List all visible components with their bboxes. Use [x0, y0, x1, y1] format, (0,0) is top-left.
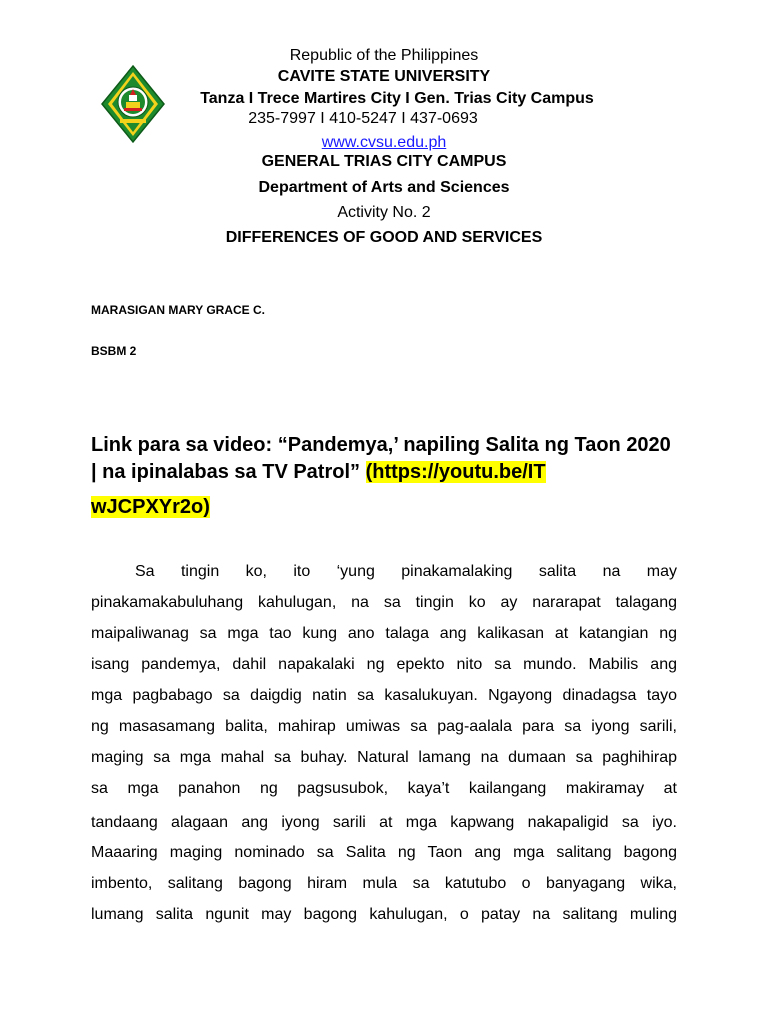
website-line [100, 134, 668, 152]
paragraph-line: maipaliwanag sa mga tao kung ano talaga ang kalikasan at katangian ng [91, 625, 677, 642]
paragraph-line: Sa tingin ko, ito ‘yung pinakamalaking salita na may [135, 563, 677, 580]
video-caption-text: | na ipinalabas sa TV Patrol” [91, 461, 366, 483]
website-link[interactable]: www.cvsu.edu.ph [321, 134, 447, 151]
republic-line: Republic of the Philippines [289, 47, 479, 64]
video-link-line-1: Link para sa video: “Pandemya,’ napiling Salita ng Taon 2020 [91, 434, 671, 456]
paragraph-line: tandaang alagaan ang iyong sarili at mga kapwang nakapaligid sa iyo. [91, 814, 677, 831]
video-link-line-3 [91, 496, 210, 519]
university-name: CAVITE STATE UNIVERSITY [277, 68, 491, 85]
activity-title: DIFFERENCES OF GOOD AND SERVICES [225, 229, 543, 246]
paragraph-line: isang pandemya, dahil napakalaki ng epekto nito sa mundo. Mabilis ang [91, 656, 677, 673]
paragraph-line: maging sa mga mahal sa buhay. Natural lamang na dumaan sa paghihirap [91, 749, 677, 766]
paragraph-line: mga pagbabago sa daigdig natin sa kasalukuyan. Ngayong dinadagsa tayo [91, 687, 677, 704]
department-name: Department of Arts and Sciences [258, 179, 510, 196]
paragraph-line: pinakamakabuluhang kahulugan, na sa tingin ko ay nararapat talagang [91, 594, 677, 611]
paragraph-line: ng masasamang balita, mahirap umiwas sa pag-aalala para sa iyong sarili, [91, 718, 677, 735]
paragraph-line: Maaaring maging nominado sa Salita ng Taon ang mga salitang bagong [91, 844, 677, 861]
campuses-line: Tanza I Trece Martires City I Gen. Trias City Campus [200, 90, 594, 107]
video-url-link-continued[interactable]: wJCPXYr2o) [91, 496, 210, 518]
video-link-line-2 [91, 461, 546, 484]
paragraph-line: lumang salita ngunit may bagong kahulugan, o patay na salitang muling [91, 906, 677, 923]
video-url-link[interactable]: (https://youtu.be/IT [365, 461, 546, 483]
student-name: MARASIGAN MARY GRACE C. [91, 303, 266, 317]
student-course: BSBM 2 [91, 344, 137, 358]
paragraph-line: sa mga panahon ng pagsusubok, kaya’t kailangang makiramay at [91, 780, 677, 797]
campus-name: GENERAL TRIAS CITY CAMPUS [261, 153, 507, 170]
phone-numbers: 235-7997 I 410-5247 I 437-0693 [248, 110, 478, 127]
paragraph-line: imbento, salitang bagong hiram mula sa katutubo o banyagang wika, [91, 875, 677, 892]
activity-number: Activity No. 2 [337, 204, 431, 221]
